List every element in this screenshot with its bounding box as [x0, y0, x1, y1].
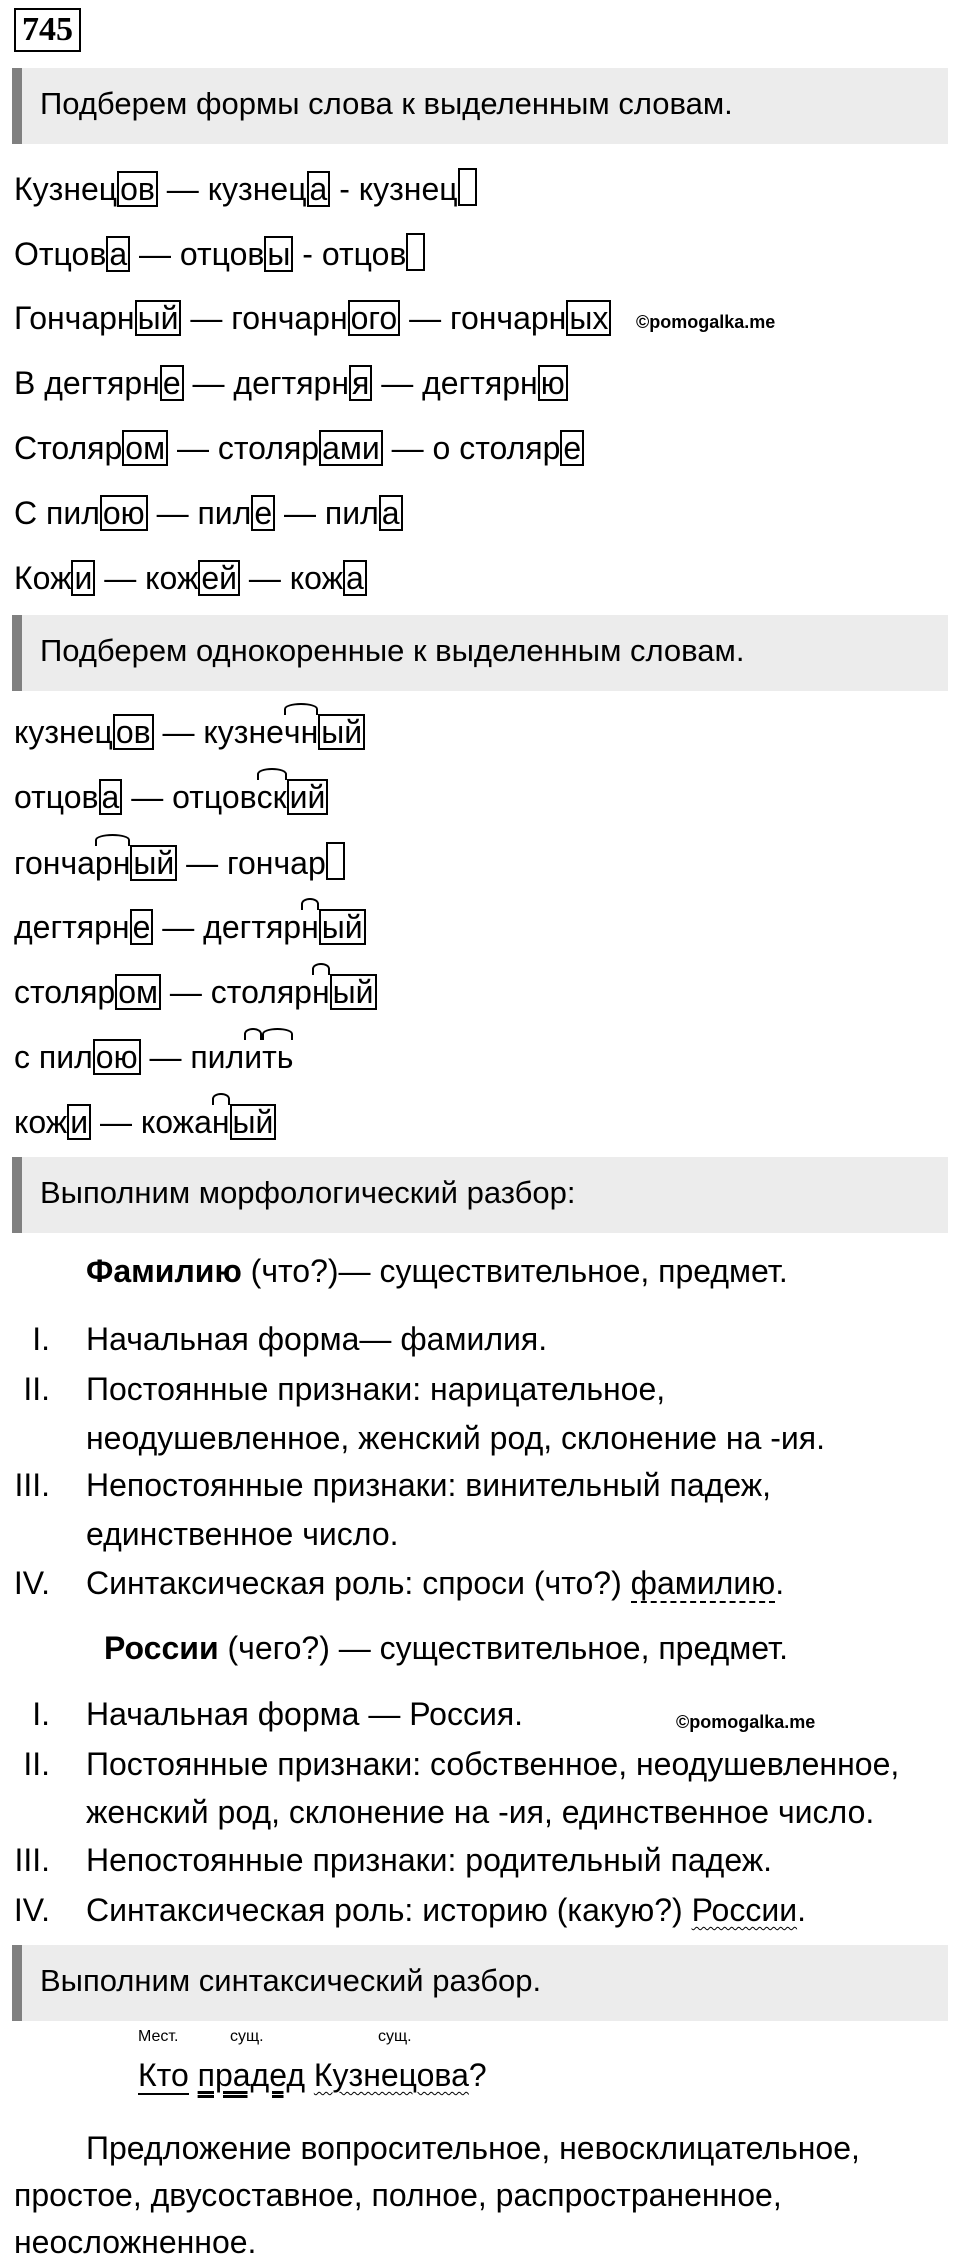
ending-box: а	[106, 236, 130, 272]
ending-box: и	[67, 1104, 91, 1140]
page: 745 Подберем формы слова к выделенным словам. Кузнецов — кузнеца - кузнец Отцова — отцовы - отцов Гончарный — гончарного — гончарных ©pomogalka.me В дегтярне — дегтярня — дегтярню Столяром — столярами — о столяре С пилою — пиле — пила Кожи — кожей — кожа Подберем однокоренные к выделенным словам. кузнецов — кузнечный отцова — отцовский гончарный — гончар дегтярне — дегтярный столяром — столярный с пилою — пилить кожи — кожаный Выполним морфологический разбор: Фамилию (что?)— существительное, предмет. I. Начальная форма— фамилия. II. Постоянные признаки: нарицательное, неодушевленное, женский род, склонение на -ия. III. Непостоянные признаки: винительный падеж, единственное число. IV. Синтаксическая роль: спроси (что?) фамилию. России (чего?) — существительное, предмет. I. Начальная форма — Россия. ©pomogalka.me II. Постоянные признаки: собственное, неодушевленное, женский род, склонение на -ия, единственное число. III. Непостоянные признаки: родительный падеж. IV. Синтаксическая роль: историю (какую?) России. Выполним синтаксический разбор. Мест. сущ. сущ. Кто прадед Кузнецова? Предложение вопросительное, невосклицательное, простое, двусоставное, полное, распространенное, неосложненное.	[0, 0, 960, 2260]
forms-row-6	[14, 493, 403, 533]
roots-row-3	[14, 842, 345, 883]
text-fragment: Кож	[14, 560, 72, 596]
ending-box: е	[130, 909, 154, 945]
text-fragment: Отцов	[14, 236, 107, 272]
ending-box: ы	[264, 236, 293, 272]
ending-box: ов	[113, 714, 154, 750]
ending-box: ый	[230, 1104, 277, 1140]
ending-box: ых	[566, 300, 611, 336]
text-fragment: Кузнец	[14, 171, 118, 207]
text-fragment: — пил	[140, 1039, 245, 1075]
text-fragment: — кож	[240, 560, 343, 596]
text-fragment: Кузнецова	[313, 2057, 469, 2093]
ending-box: ый	[318, 714, 365, 750]
text-fragment: .	[775, 1565, 785, 1601]
empty-ending-box	[406, 233, 425, 271]
suffix-mark: чн	[283, 714, 319, 750]
empty-ending-box	[326, 842, 345, 880]
ending-box: ом	[122, 430, 168, 466]
text-fragment: — столяр	[168, 430, 320, 466]
text-fragment: — гончарн	[181, 300, 348, 336]
text-fragment: кузнец	[14, 714, 113, 750]
section-header-syntax: Выполним синтаксический разбор.	[12, 1945, 948, 2021]
text-fragment: (что?)— существительное, предмет.	[241, 1253, 788, 1289]
text-fragment: — кожа	[91, 1104, 212, 1140]
text-fragment: - кузнец	[330, 171, 458, 207]
ending-box: ый	[130, 845, 177, 881]
ending-box: е	[160, 365, 184, 401]
morph2-syntax-role	[86, 1890, 806, 1930]
forms-row-1	[14, 168, 477, 209]
text-fragment: — дегтярн	[183, 365, 349, 401]
text-fragment: Кто	[138, 2057, 189, 2093]
ending-box: ою	[100, 495, 148, 531]
forms-row-3	[14, 298, 611, 338]
roots-row-6	[14, 1037, 293, 1077]
section-header-morph: Выполним морфологический разбор:	[12, 1157, 948, 1233]
text-fragment: — дегтярн	[372, 365, 538, 401]
text-fragment: гонча	[14, 845, 95, 881]
section-header-roots: Подберем однокоренные к выделенным словам.	[12, 615, 948, 691]
text-fragment: — пил	[147, 495, 252, 531]
watermark: ©pomogalka.me	[636, 312, 776, 332]
roots-row-4	[14, 907, 366, 947]
text-fragment: .	[797, 1892, 806, 1928]
roots-row-2	[14, 777, 328, 817]
ending-box: ого	[348, 300, 401, 336]
ending-box: е	[251, 495, 275, 531]
text-fragment: Фамилию	[86, 1253, 242, 1289]
ending-box: а	[343, 560, 367, 596]
parsed-sentence	[138, 2055, 487, 2095]
ending-box: ов	[117, 171, 158, 207]
suffix-mark: н	[301, 909, 319, 945]
text-fragment: С пил	[14, 495, 100, 531]
text-fragment: - отцов	[293, 236, 407, 272]
ending-box: ый	[319, 909, 366, 945]
ending-box: ый	[135, 300, 182, 336]
ending-box: е	[560, 430, 584, 466]
watermark: ©pomogalka.me	[676, 1712, 816, 1732]
suffix-mark: рн	[94, 845, 131, 881]
ending-box: ый	[330, 974, 377, 1010]
text-fragment: — кузне	[153, 714, 284, 750]
text-fragment: Гончарн	[14, 300, 135, 336]
text-fragment: — гончарн	[400, 300, 567, 336]
text-fragment: — столяр	[160, 974, 312, 1010]
roots-row-1	[14, 712, 365, 752]
suffix-mark: ск	[256, 779, 287, 815]
text-fragment: В дегтярн	[14, 365, 160, 401]
text-fragment: — отцов	[130, 236, 265, 272]
forms-row-4	[14, 363, 568, 403]
text-fragment: — кузнец	[157, 171, 307, 207]
suffix-mark: н	[311, 974, 330, 1010]
text-fragment: ?	[468, 2057, 487, 2093]
text-fragment: — о столяр	[382, 430, 561, 466]
text-fragment: — гончар	[177, 845, 326, 881]
text-fragment: России	[104, 1630, 219, 1666]
ending-box: ю	[538, 365, 568, 401]
roots-row-7	[14, 1102, 276, 1142]
text-fragment: (чего?) — существительное, предмет.	[218, 1630, 788, 1666]
ending-box: а	[379, 495, 403, 531]
morph2-heading	[104, 1628, 788, 1668]
text-fragment: России	[691, 1892, 798, 1928]
exercise-number: 745	[14, 8, 81, 52]
forms-row-5	[14, 428, 584, 468]
text-fragment: фамилию	[630, 1565, 776, 1601]
text-fragment: дегтярн	[14, 909, 130, 945]
roots-row-5	[14, 972, 377, 1012]
text-fragment: — дегтяр	[153, 909, 302, 945]
ending-box: ом	[115, 974, 161, 1010]
ending-box: а	[307, 171, 331, 207]
forms-row-2	[14, 233, 425, 274]
text-fragment: кож	[14, 1104, 68, 1140]
forms-row-7	[14, 558, 367, 598]
empty-ending-box	[458, 168, 477, 206]
morph1-syntax-role	[86, 1563, 784, 1603]
ending-box: ою	[93, 1039, 141, 1075]
text-fragment: Синтаксическая роль: спроси (что?)	[86, 1565, 631, 1601]
text-fragment: — кож	[95, 560, 199, 596]
text-fragment: с пил	[14, 1039, 93, 1075]
ending-box: ей	[198, 560, 240, 596]
text-fragment: Столяр	[14, 430, 123, 466]
ending-box: а	[99, 779, 123, 815]
text-fragment: столяр	[14, 974, 116, 1010]
text-fragment: прадед	[197, 2057, 305, 2093]
text-fragment: — отцов	[122, 779, 257, 815]
suffix-mark: ть	[262, 1039, 294, 1075]
ending-box: ий	[287, 779, 329, 815]
section-header-forms: Подберем формы слова к выделенным словам.	[12, 68, 948, 144]
suffix-mark: и	[244, 1039, 263, 1075]
ending-box: ами	[319, 430, 383, 466]
ending-box: я	[349, 365, 372, 401]
suffix-mark: н	[211, 1104, 230, 1140]
ending-box: и	[71, 560, 95, 596]
text-fragment: отцов	[14, 779, 99, 815]
text-fragment: — пил	[275, 495, 379, 531]
morph1-heading	[86, 1251, 788, 1291]
text-fragment: Синтаксическая роль: историю (какую?)	[86, 1892, 692, 1928]
